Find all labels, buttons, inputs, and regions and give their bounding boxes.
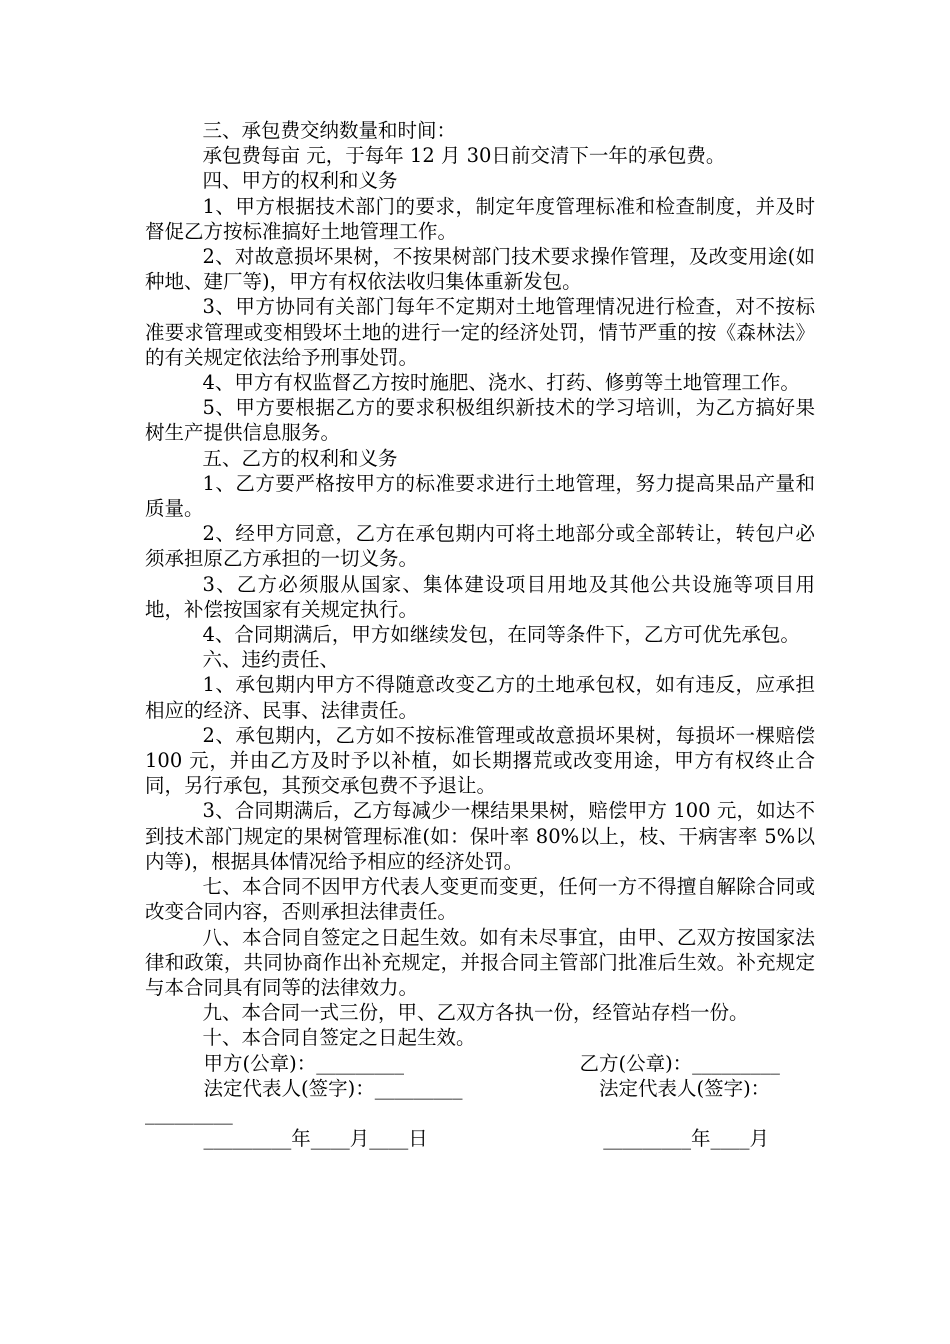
signature-line-seal: 甲方(公章)：_________ 乙方(公章)：_________ bbox=[145, 1051, 780, 1075]
paragraph: 1、甲方根据技术部门的要求，制定年度管理标准和检查制度，并及时督促乙方按标准搞好土地管理工作。 bbox=[145, 194, 815, 243]
section-heading: 五、乙方的权利和义务 bbox=[202, 446, 398, 470]
signature-line-representative: 法定代表人(签字)：_________ 法定代表人(签字)：_________ bbox=[145, 1076, 771, 1125]
paragraph: 十、本合同自签定之日起生效。 bbox=[202, 1026, 476, 1050]
paragraph: 1、承包期内甲方不得随意改变乙方的土地承包权，如有违反，应承担相应的经济、民事、法律责任。 bbox=[145, 673, 815, 722]
paragraph: 八、本合同自签定之日起生效。如有未尽事宜，由甲、乙双方按国家法律和政策，共同协商作出补充规定，并报合同主管部门批准后生效。补充规定与本合同具有同等的法律效力。 bbox=[145, 925, 815, 999]
paragraph: 九、本合同一式三份，甲、乙双方各执一份，经管站存档一份。 bbox=[202, 1001, 749, 1025]
paragraph: 4、合同期满后，甲方如继续发包，在同等条件下，乙方可优先承包。 bbox=[202, 623, 800, 647]
section-heading: 三、承包费交纳数量和时间： bbox=[202, 119, 457, 142]
contract-body bbox=[145, 118, 815, 1151]
paragraph: 1、乙方要严格按甲方的标准要求进行土地管理，努力提高果品产量和质量。 bbox=[145, 471, 815, 521]
paragraph: 七、本合同不因甲方代表人变更而变更，任何一方不得擅自解除合同或改变合同内容，否则承担法律责任。 bbox=[145, 875, 815, 924]
paragraph: 4、甲方有权监督乙方按时施肥、浇水、打药、修剪等土地管理工作。 bbox=[202, 371, 800, 395]
section-heading: 四、甲方的权利和义务 bbox=[202, 169, 398, 193]
paragraph: 3、甲方协同有关部门每年不定期对土地管理情况进行检查，对不按标准要求管理或变相毁坏土地的进行一定的经济处罚，情节严重的按《森林法》的有关规定依法给予刑事处罚。 bbox=[145, 295, 815, 369]
paragraph: 3、乙方必须服从国家、集体建设项目用地及其他公共设施等项目用地，补偿按国家有关规定执行。 bbox=[145, 572, 815, 621]
paragraph: 3、合同期满后，乙方每减少一棵结果果树，赔偿甲方 100 元，如达不到技术部门规定的果树管理标准(如：保叶率 80%以上，枝、干病害率 5%以内等)，根据具体情况给予相应的经济处罚。 bbox=[145, 799, 815, 873]
signature-line-date: _________年____月____日 _________年____月 bbox=[145, 1127, 770, 1151]
paragraph: 2、对故意损坏果树，不按果树部门技术要求操作管理，及改变用途(如种地、建厂等)，甲方有权依法收归集体重新发包。 bbox=[145, 245, 815, 294]
paragraph: 承包费每亩 元，于每年 12 月 30日前交清下一年的承包费。 bbox=[202, 144, 726, 168]
paragraph: 2、承包期内，乙方如不按标准管理或故意损坏果树，每损坏一棵赔偿 100 元，并由乙方及时予以补植，如长期撂荒或改变用途，甲方有权终止合同，另行承包，其预交承包费不予退让。 bbox=[145, 723, 815, 798]
section-heading: 六、违约责任、 bbox=[202, 648, 340, 672]
paragraph: 2、经甲方同意，乙方在承包期内可将土地部分或全部转让，转包户必须承担原乙方承担的一切义务。 bbox=[145, 522, 815, 571]
paragraph: 5、甲方要根据乙方的要求积极组织新技术的学习培训，为乙方搞好果树生产提供信息服务。 bbox=[145, 396, 815, 445]
